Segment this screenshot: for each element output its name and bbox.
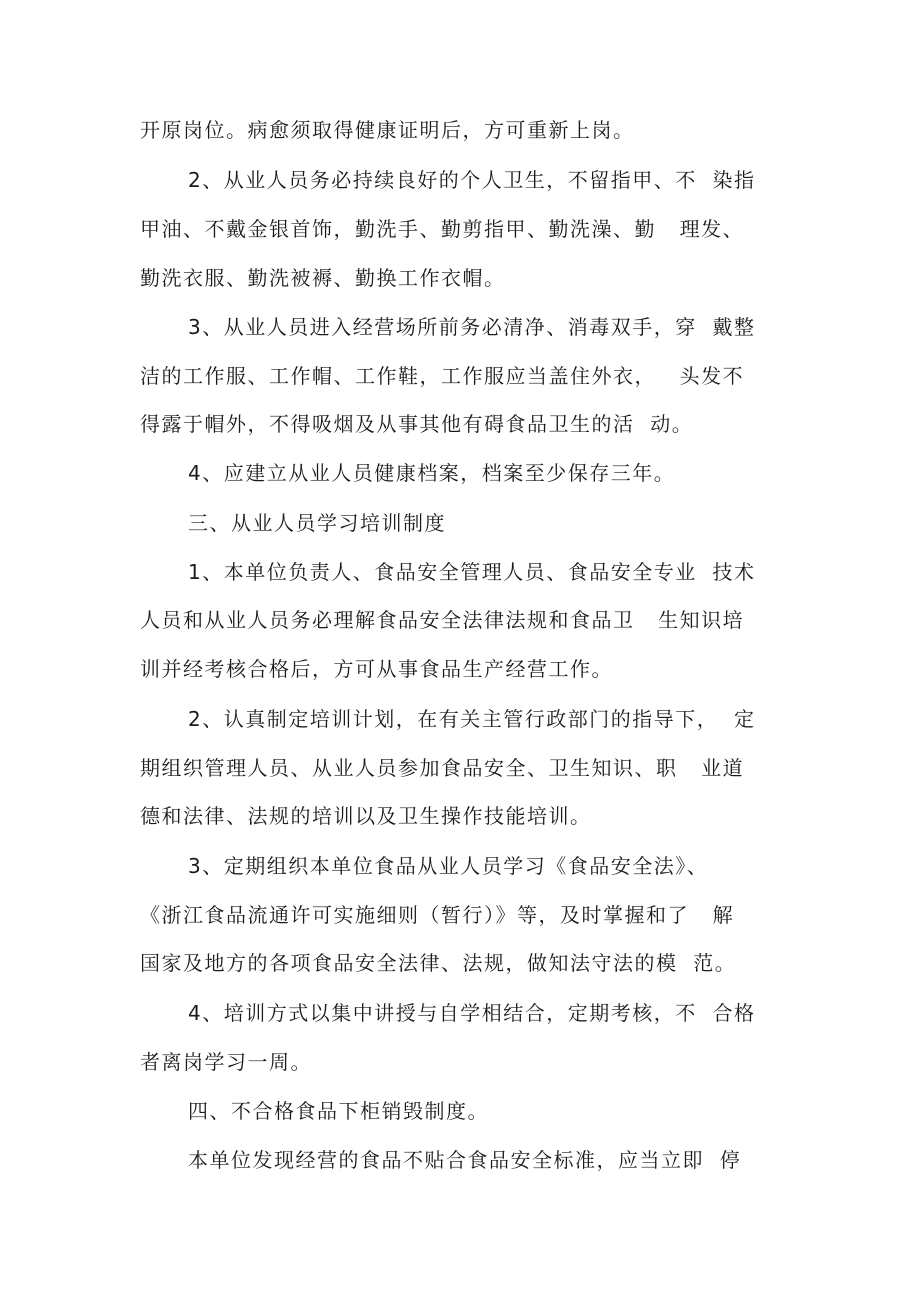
text-line: 2、认真制定培训计划，在有关主管行政部门的指导下， 定 (188, 707, 756, 731)
text-line: 4、应建立从业人员健康档案，档案至少保存三年。 (188, 461, 676, 485)
text-line: 人员和从业人员务必理解食品安全法律法规和食品卫 生知识培 (140, 608, 745, 632)
text-line: 开原岗位。病愈须取得健康证明后，方可重新上岗。 (140, 118, 635, 142)
section-heading: 四、不合格食品下柜销毁制度。 (188, 1099, 489, 1123)
text-line: 甲油、不戴金银首饰，勤洗手、勤剪指甲、勤洗澡、勤 理发、 (140, 217, 745, 241)
text-line: 3、定期组织本单位食品从业人员学习《食品安全法》、 (188, 854, 709, 878)
text-line: 《浙江食品流通许可实施细则（暂行）》等，及时掌握和了 解 (140, 903, 735, 927)
text-line: 训并经考核合格后，方可从事食品生产经营工作。 (140, 657, 613, 681)
text-line: 期组织管理人员、从业人员参加食品安全、卫生知识、职 业道 (140, 756, 745, 780)
text-line: 国家及地方的各项食品安全法律、法规，做知法守法的模 范。 (140, 951, 737, 975)
text-line: 2、从业人员务必持续良好的个人卫生，不留指甲、不 染指 (188, 168, 756, 192)
text-line: 勤洗衣服、勤洗被褥、勤换工作衣帽。 (140, 266, 506, 290)
text-line: 得露于帽外，不得吸烟及从事其他有碍食品卫生的活 动。 (140, 412, 694, 436)
text-line: 洁的工作服、工作帽、工作鞋，工作服应当盖住外衣， 头发不 (140, 364, 745, 388)
text-line: 4、培训方式以集中讲授与自学相结合，定期考核，不 合格 (188, 1001, 756, 1025)
text-line: 本单位发现经营的食品不贴合食品安全标准，应当立即 停 (188, 1148, 742, 1172)
text-line: 1、本单位负责人、食品安全管理人员、食品安全专业 技术 (188, 560, 756, 584)
text-line: 德和法律、法规的培训以及卫生操作技能培训。 (140, 804, 592, 828)
text-line: 3、从业人员进入经营场所前务必清净、消毒双手，穿 戴整 (188, 315, 756, 339)
text-line: 者离岗学习一周。 (140, 1050, 312, 1074)
section-heading: 三、从业人员学习培训制度 (188, 511, 446, 535)
